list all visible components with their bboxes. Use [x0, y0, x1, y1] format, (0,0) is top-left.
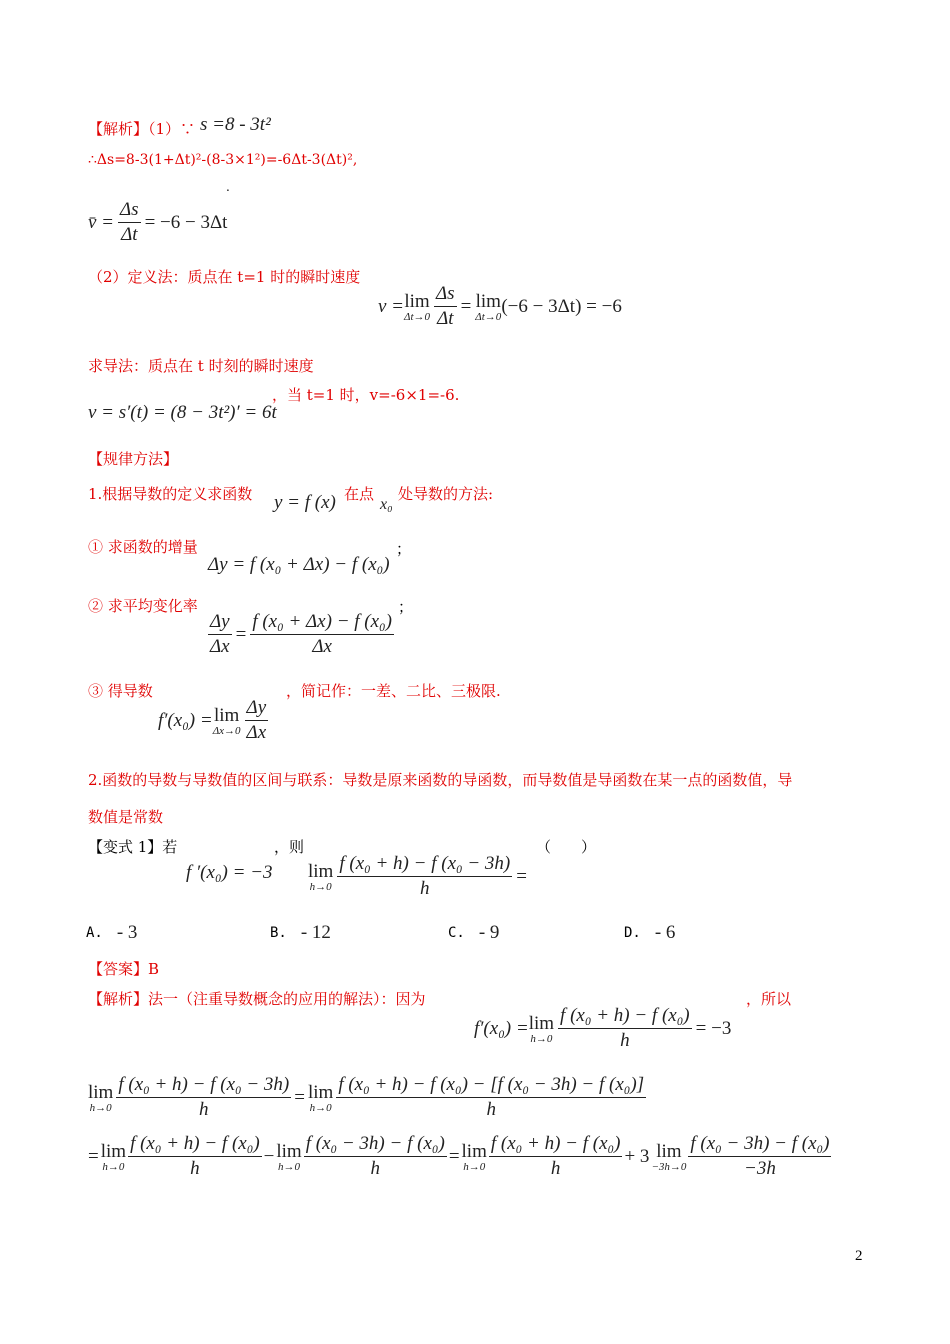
method-p1-c: 处导数的方法:: [398, 485, 494, 503]
variant-condition: f ′(x₀) = −3: [186, 862, 273, 883]
method-p1-b: 在点: [344, 485, 375, 503]
derivative-equation: v = s′(t) = (8 − 3t²)′ = 6t: [88, 402, 277, 423]
method-heading: 【规律方法】: [88, 450, 179, 468]
when-t-equals-1: ，当 t=1 时，v=-6×1=-6.: [272, 386, 460, 404]
step-3-note: ，简记作：一差、二比、三极限.: [286, 682, 501, 700]
method-p2-line-1: 2.函数的导数与导数值的区间与联系：导数是原来函数的导函数，而导数值是导函数在某一点的函数值，导: [88, 771, 793, 789]
option-a: A. - 3: [86, 922, 138, 943]
method-function: y = f (x): [274, 492, 336, 513]
instant-velocity-limit: v = lim Δt→0 $\frac{\Delta s}{\Delta t}$ = lim Δt→0 (−6 − 3Δt) = −6: [378, 283, 622, 329]
page-number: 2: [855, 1248, 863, 1264]
option-b: B. - 12: [270, 922, 331, 943]
step-1-semicolon: ；: [396, 540, 412, 558]
method-point-x0: x₀: [380, 496, 393, 513]
solution-heading: 【解析】法一（注重导数概念的应用的解法）：因为: [88, 990, 426, 1008]
delta-s-line: ∴Δs=8-3(1+Δt)²-(8-3×1²)=-6Δt-3(Δt)²,: [88, 152, 358, 168]
variant-heading: 【变式 1】若: [88, 838, 178, 856]
option-c: C. - 9: [448, 922, 500, 943]
step-1: ① 求函数的增量: [88, 538, 198, 556]
step-3: ③ 得导数: [88, 682, 153, 700]
step-2-equation: $\frac{\Delta y}{\Delta x}$ = $\frac{\text{f (x₀ + Δx) − f (x₀)}}{\Delta x}$: [210, 611, 392, 657]
step-2: ② 求平均变化率: [88, 597, 198, 615]
definition-method-line: （2）定义法：质点在 t=1 时的瞬时速度: [88, 268, 361, 286]
option-d: D. - 6: [624, 922, 676, 943]
solution-so: ，所以: [746, 990, 792, 1008]
step-1-equation: Δy = f (x₀ + Δx) − f (x₀): [208, 554, 390, 575]
solution-line-2: = lim h→0 $\frac{\text{f (x₀ + h) − f (x₀)}}{h}$ − lim h→0 $\frac{\text{f (x₀ − 3h) − f (x₀)}}{h}$ = lim h→0 $\frac{\text{f (x₀ + h) − f (x₀)}}{h}$ + 3 lim −3h→0 $\frac{\text{f (x₀ − 3h) − f (x₀)}}{-3h}$: [88, 1133, 830, 1179]
solution-line-1: lim h→0 $\frac{\text{f (x₀ + h) − f (x₀ − 3h)}}{h}$ = lim h→0 $\frac{\text{f (x₀ + h) − f (x₀) − [f (x₀ − 3h) − f (x₀)]}}{h}$: [88, 1074, 645, 1120]
variant-then: ，则: [274, 838, 305, 856]
answer-line: 【答案】B: [88, 960, 160, 978]
variant-answer-paren: （ ）: [536, 838, 597, 856]
dot-mark: .: [226, 180, 230, 194]
method-p1-a: 1.根据导数的定义求函数: [88, 485, 253, 503]
solution-condition: f′(x₀) = lim h→0 $\frac{\text{f (x₀ + h) − f (x₀)}}{h}$ = −3: [474, 1005, 732, 1051]
equation-s: s =8 - 3t²: [200, 114, 271, 135]
average-velocity-equation: v̄ = $\frac{\Delta s}{\Delta t}$ = −6 − 3Δt: [88, 199, 228, 245]
variant-limit-expression: lim h→0 $\frac{\text{f (x₀ + h) − f (x₀ − 3h)}}{h}$ =: [308, 853, 527, 899]
method-p2-line-2: 数值是常数: [88, 808, 164, 826]
derivative-method-line: 求导法：质点在 t 时刻的瞬时速度: [88, 357, 314, 375]
analysis-heading: 【解析】（1）∵: [88, 120, 196, 138]
step-2-semicolon: ；: [398, 598, 414, 616]
step-3-equation: f′(x₀) = lim Δx→0 $\frac{\Delta y}{\Delta x}$: [158, 697, 267, 743]
